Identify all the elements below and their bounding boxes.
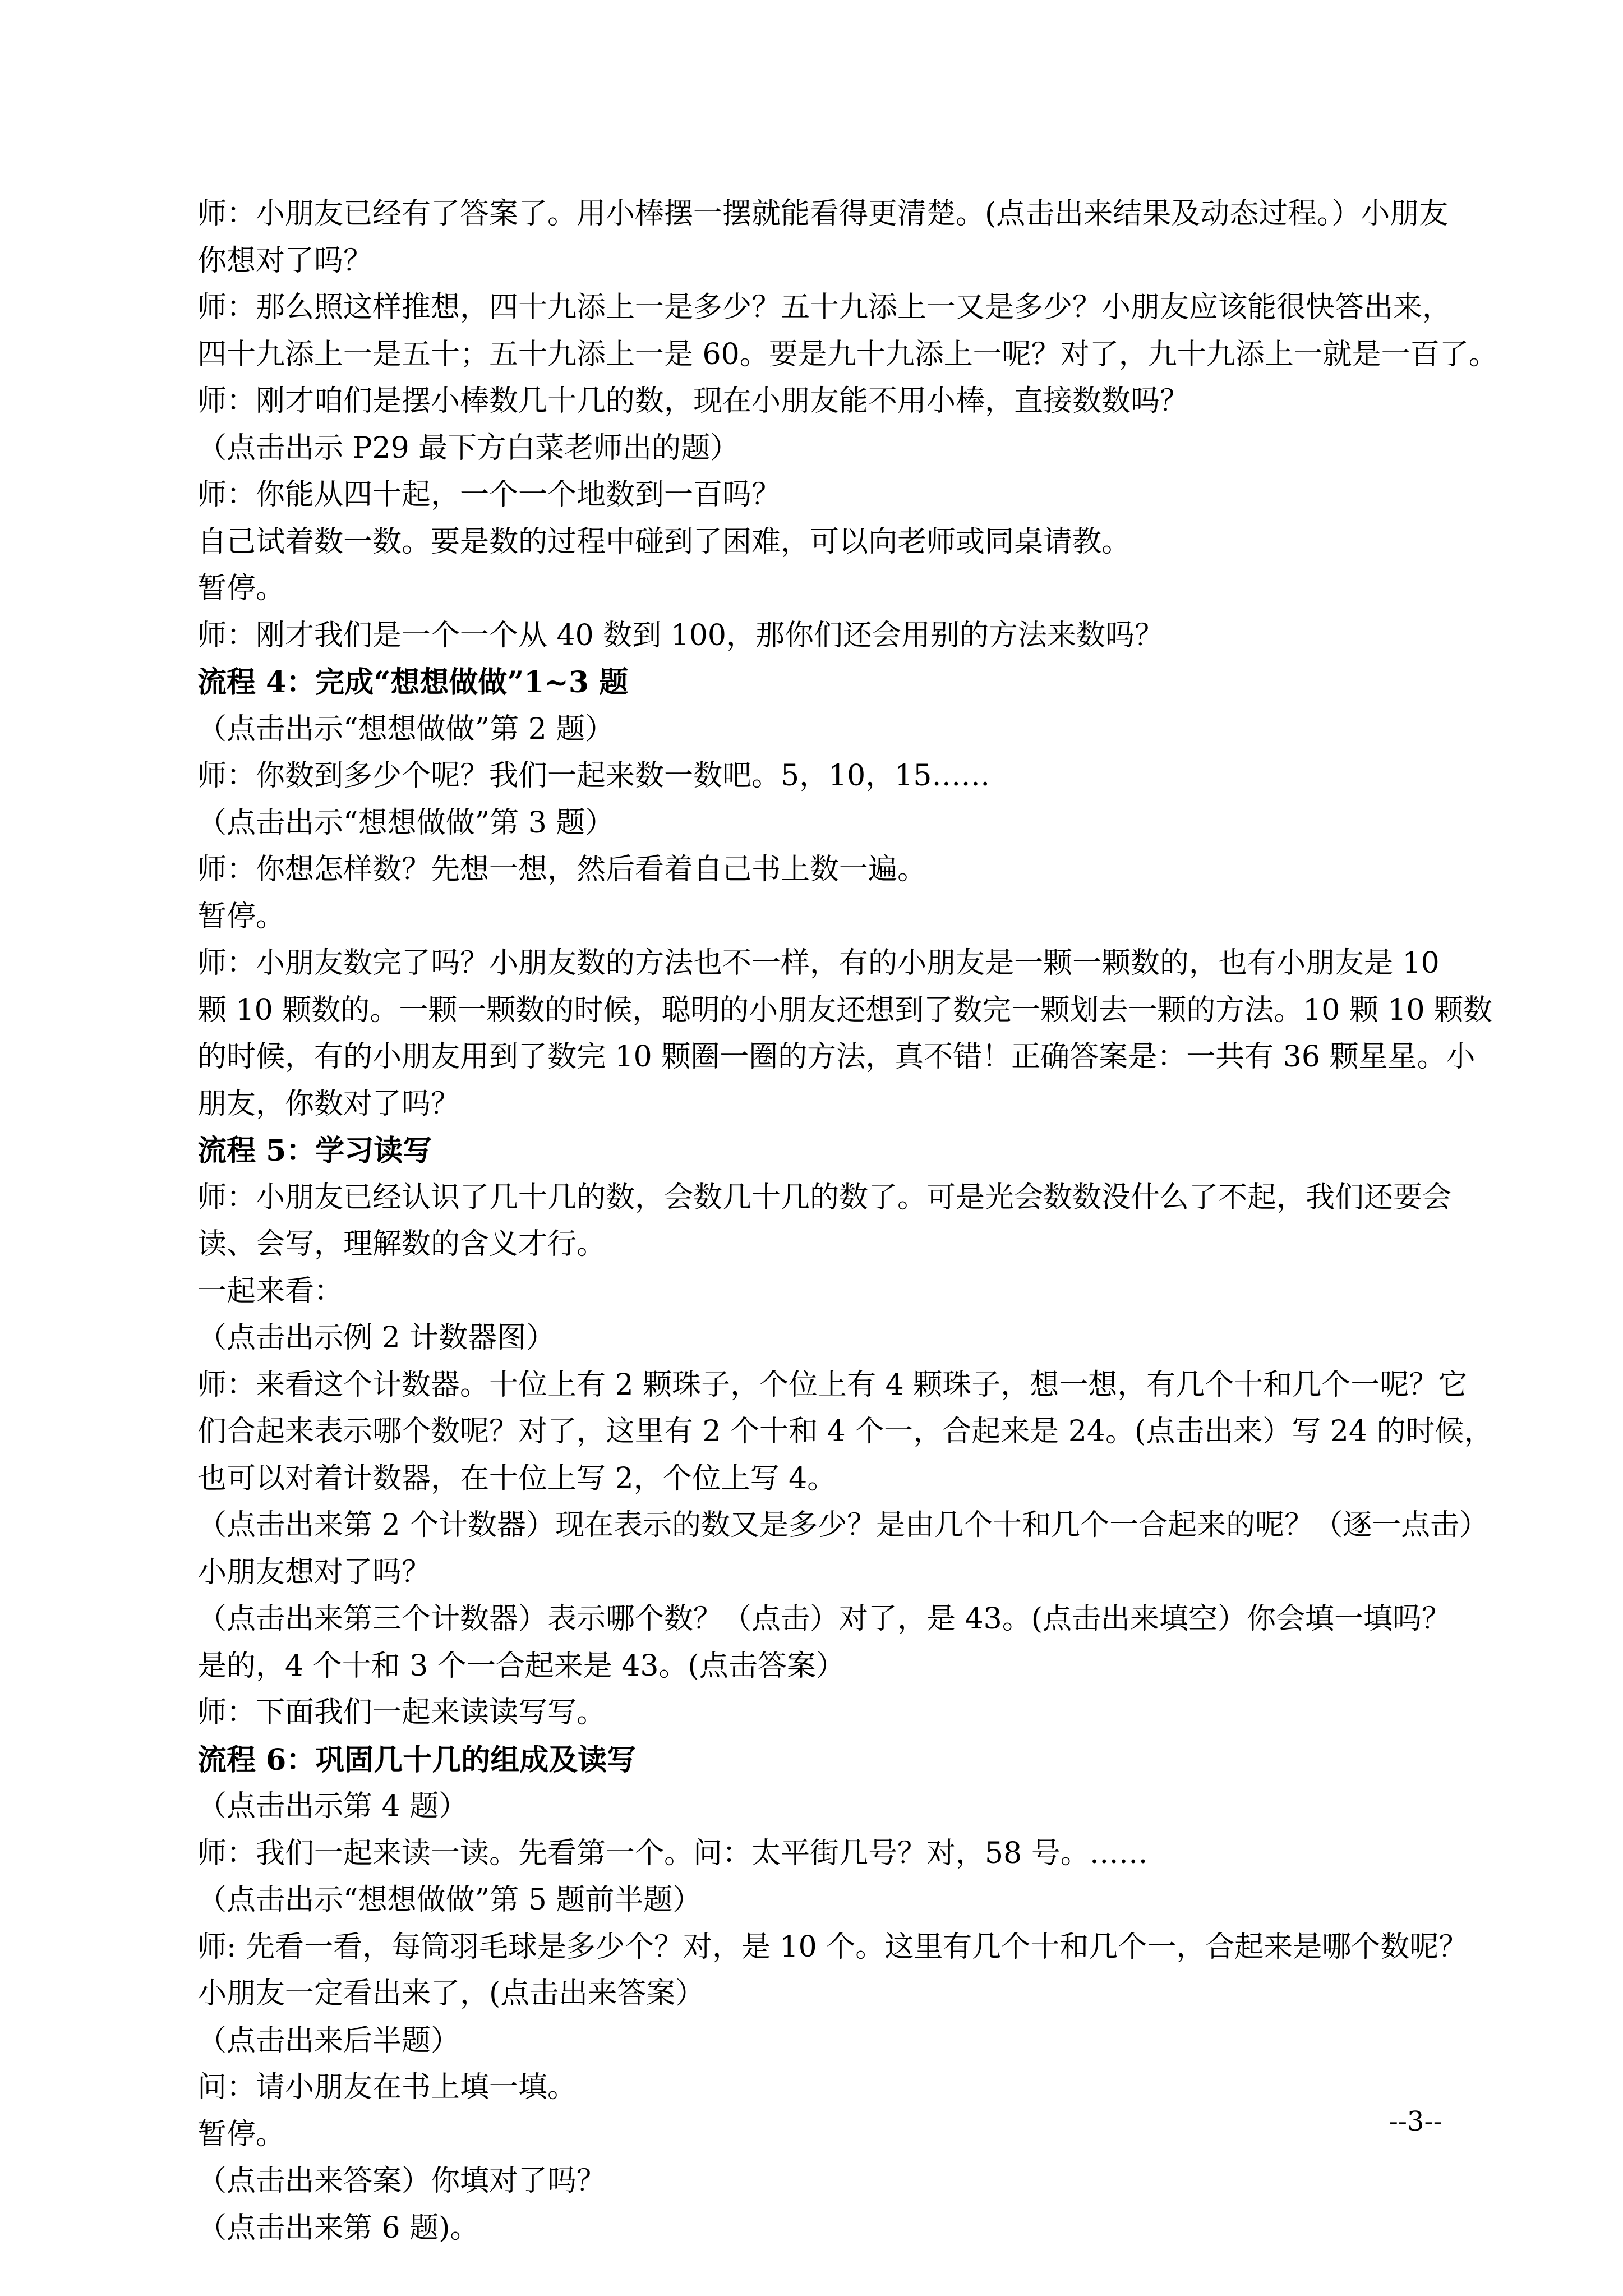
text-line: 你想对了吗？ — [197, 243, 373, 278]
text-line: （点击出示“想想做做”第 3 题） — [197, 806, 615, 840]
text-line: 师：你能从四十起，一个一个地数到一百吗？ — [197, 478, 781, 512]
text-line: 小朋友一定看出来了，(点击出来答案） — [197, 1977, 705, 2010]
text-line: 们合起来表示哪个数呢？对了，这里有 2 个十和 4 个一，合起来是 24。(点击出来）写 24 的时候， — [197, 1415, 1493, 1448]
text-line: 自己试着数一数。要是数的过程中碰到了困难，可以向老师或同桌请教。 — [197, 524, 1131, 559]
text-line: （点击出来后半题） — [197, 2023, 460, 2058]
text-line: 师：我们一起来读一读。先看第一个。问：太平街几号？对，58 号。…… — [197, 1836, 1148, 1870]
text-line: 师: 先看一看，每筒羽毛球是多少个？对，是 10 个。这里有几个十和几个一，合起来是哪个数呢？ — [197, 1930, 1468, 1964]
text-line: 也可以对着计数器，在十位上写 2，个位上写 4。 — [197, 1461, 837, 1496]
text-line: 师：小朋友已经认识了几十几的数，会数几十几的数了。可是光会数数没什么了不起，我们还要会 — [197, 1180, 1452, 1214]
text-line: （点击出示例 2 计数器图） — [197, 1321, 556, 1355]
text-line: （点击出来答案）你填对了吗？ — [197, 2164, 606, 2198]
text-line: 朋友，你数对了吗？ — [197, 1087, 460, 1121]
section-heading: 流程 4：完成“想想做做”1~3 题 — [197, 665, 629, 700]
page-number: --3-- — [1389, 2106, 1442, 2137]
section-heading: 流程 6：巩固几十几的组成及读写 — [197, 1742, 637, 1777]
text-line: 师：那么照这样推想，四十九添上一是多少？五十九添上一又是多少？小朋友应该能很快答出来， — [197, 291, 1452, 324]
text-line: 小朋友想对了吗？ — [197, 1555, 431, 1589]
text-line: 师：你想怎样数？先想一想，然后看着自己书上数一遍。 — [197, 853, 927, 886]
text-line: 师：下面我们一起来读读写写。 — [197, 1696, 606, 1729]
text-line: 四十九添上一是五十；五十九添上一是 60。要是九十九添上一呢？对了，九十九添上一就是一百了。 — [197, 337, 1498, 371]
text-line: （点击出来第三个计数器）表示哪个数？（点击）对了，是 43。(点击出来填空）你会填一填吗？ — [197, 1602, 1451, 1636]
text-line: （点击出示“想想做做”第 2 题） — [197, 712, 615, 746]
section-heading: 流程 5：学习读写 — [197, 1134, 432, 1168]
text-line: 师：小朋友数完了吗？小朋友数的方法也不一样，有的小朋友是一颗一颗数的，也有小朋友是 10 — [197, 946, 1440, 980]
text-line: 的时候，有的小朋友用到了数完 10 颗圈一圈的方法，真不错！正确答案是：一共有 36 颗星星。小 — [197, 1040, 1476, 1074]
text-line: 师：刚才咱们是摆小棒数几十几的数，现在小朋友能不用小棒，直接数数吗？ — [197, 384, 1189, 418]
text-line: （点击出来第 6 题)。 — [197, 2211, 479, 2245]
text-line: 是的，4 个十和 3 个一合起来是 43。(点击答案） — [197, 1649, 845, 1683]
text-line: 暂停。 — [197, 2117, 285, 2151]
text-line: （点击出示 P29 最下方白菜老师出的题） — [197, 431, 740, 465]
text-line: 颗 10 颗数的。一颗一颗数的时候，聪明的小朋友还想到了数完一颗划去一颗的方法。10 颗 10 颗数 — [197, 993, 1493, 1027]
document-body — [197, 191, 1498, 2252]
text-line: （点击出示“想想做做”第 5 题前半题） — [197, 1883, 702, 1917]
text-line: 一起来看： — [197, 1274, 344, 1308]
text-line: 暂停。 — [197, 572, 285, 605]
text-line: 师：刚才我们是一个一个从 40 数到 100，那你们还会用别的方法来数吗？ — [197, 618, 1164, 652]
text-line: 师：小朋友已经有了答案了。用小棒摆一摆就能看得更清楚。(点击出来结果及动态过程。）小朋友 — [197, 197, 1449, 231]
text-line: 暂停。 — [197, 899, 285, 933]
text-line: 师：你数到多少个呢？我们一起来数一数吧。5，10，15…… — [197, 759, 990, 793]
text-line: （点击出示第 4 题） — [197, 1789, 468, 1823]
text-line: 读、会写，理解数的含义才行。 — [197, 1227, 606, 1261]
text-line: （点击出来第 2 个计数器）现在表示的数又是多少？是由几个十和几个一合起来的呢？（逐一点击） — [197, 1508, 1489, 1542]
text-line: 师：来看这个计数器。十位上有 2 颗珠子，个位上有 4 颗珠子，想一想，有几个十和几个一呢？它 — [197, 1368, 1468, 1402]
text-line: 问：请小朋友在书上填一填。 — [197, 2070, 577, 2104]
